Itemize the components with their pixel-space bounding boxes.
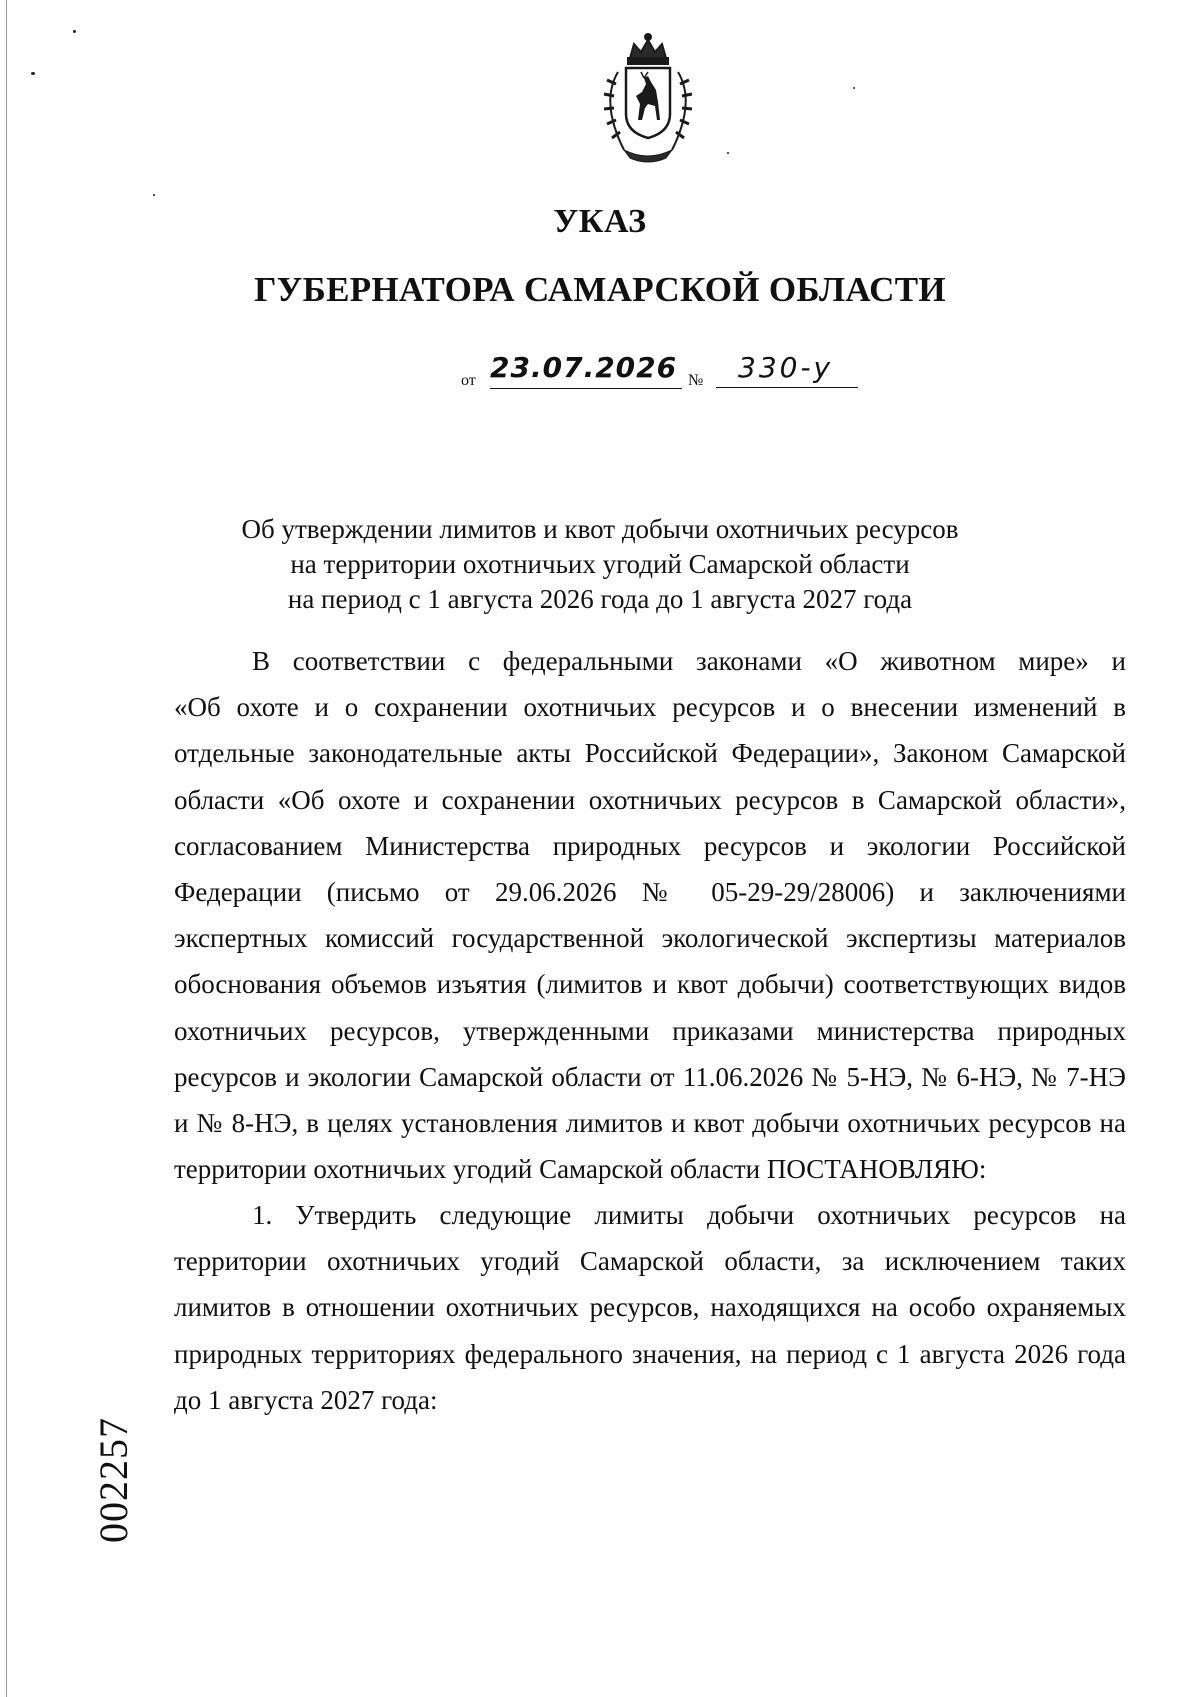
scan-edge-line xyxy=(6,0,7,1697)
paragraph-line: охотничьих ресурсов, утвержденными приказами министерства природных xyxy=(174,1015,1126,1046)
document-number: 330-у xyxy=(716,352,858,388)
paragraph-line: Федерации (письмо от 29.06.2026 № 05-29-29/28006) и заключениями xyxy=(174,876,1126,907)
document-date: 23.07.2026 xyxy=(490,352,682,389)
paragraph-line: «Об охоте и о сохранении охотничьих ресурсов и о внесении изменений в xyxy=(174,692,1126,723)
paragraph-line: до 1 августа 2027 года: xyxy=(174,1384,438,1415)
scan-speck xyxy=(853,87,855,89)
scan-speck xyxy=(31,72,35,75)
paragraph-line: области «Об охоте и сохранении охотничьих ресурсов в Самарской области», xyxy=(174,784,1126,815)
item-1-paragraph xyxy=(174,1192,1126,1423)
document-subject xyxy=(0,512,1200,617)
paragraph-line: лимитов в отношении охотничьих ресурсов, находящихся на особо охраняемых xyxy=(174,1292,1126,1323)
paragraph-line: отдельные законодательные акты Российской Федерации», Законом Самарской xyxy=(174,738,1126,769)
number-prefix: № xyxy=(688,372,704,389)
paragraph-line: согласованием Министерства природных ресурсов и экологии Российской xyxy=(174,830,1126,861)
subject-line: Об утверждении лимитов и квот добычи охотничьих ресурсов xyxy=(241,514,959,544)
paragraph-line: территории охотничьих угодий Самарской области ПОСТАНОВЛЯЮ: xyxy=(174,1154,987,1185)
scan-speck xyxy=(73,30,76,33)
paragraph-line: 1. Утвердить следующие лимиты добычи охотничьих ресурсов на xyxy=(252,1200,1126,1230)
registration-number: 002257 xyxy=(91,1417,136,1543)
paragraph-line: территории охотничьих угодий Самарской области, за исключением таких xyxy=(174,1246,1126,1277)
paragraph-line: ресурсов и экологии Самарской области от 11.06.2026 № 5-НЭ, № 6-НЭ, № 7-НЭ xyxy=(174,1061,1126,1092)
date-number-line xyxy=(0,352,1200,400)
subject-line: на территории охотничьих угодий Самарской области xyxy=(290,549,910,579)
document-issuer: ГУБЕРНАТОРА САМАРСКОЙ ОБЛАСТИ xyxy=(254,270,946,309)
subject-line: на период с 1 августа 2026 года до 1 августа 2027 года xyxy=(287,584,913,614)
paragraph-line: природных территориях федерального значения, на период с 1 августа 2026 года xyxy=(174,1338,1126,1369)
document-title: УКАЗ xyxy=(553,203,647,240)
paragraph-line: обоснования объемов изъятия (лимитов и квот добычи) соответствующих видов xyxy=(174,969,1126,1000)
scan-speck xyxy=(727,152,729,154)
preamble-paragraph xyxy=(174,638,1126,1192)
coat-of-arms-icon xyxy=(578,32,718,166)
date-prefix: от xyxy=(461,372,476,389)
paragraph-line: и № 8-НЭ, в целях установления лимитов и квот добычи охотничьих ресурсов на xyxy=(174,1107,1126,1138)
scan-speck xyxy=(153,194,155,196)
paragraph-line: экспертных комиссий государственной экологической экспертизы материалов xyxy=(174,923,1126,954)
paragraph-line: В соответствии с федеральными законами «О животном мире» и xyxy=(252,646,1126,676)
